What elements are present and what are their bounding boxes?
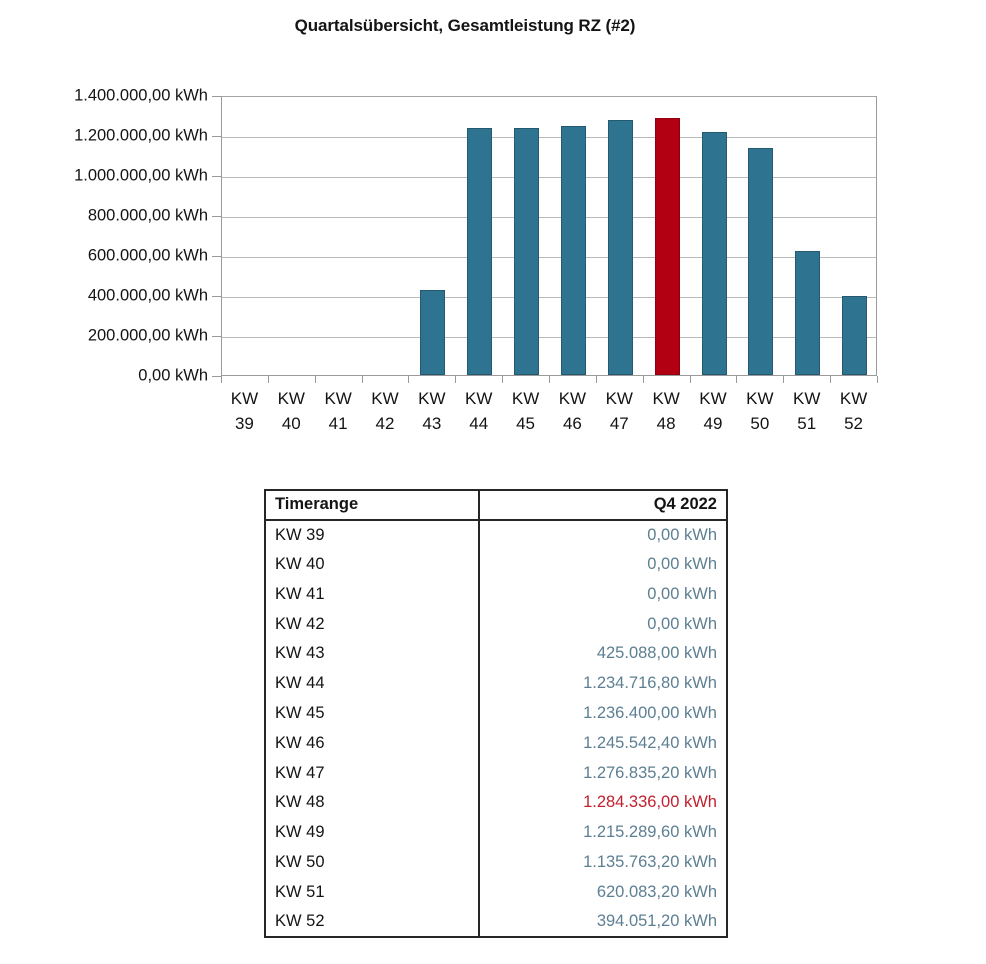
table-header-row — [265, 490, 727, 520]
x-axis-tick-label — [549, 386, 596, 436]
cell-timerange: KW 42 — [265, 609, 479, 639]
x-axis-tick-label — [455, 386, 502, 436]
y-axis-tick-mark — [212, 96, 221, 97]
x-axis-tick-label — [408, 386, 455, 436]
y-axis-tick-mark — [212, 376, 221, 377]
x-axis-tick-label-line: 41 — [328, 414, 348, 433]
plot-area — [221, 96, 877, 376]
x-axis-tick-mark — [877, 376, 878, 383]
x-axis-tick-mark — [596, 376, 597, 383]
x-axis-tick-label-line: 39 — [234, 414, 254, 433]
bar-kw-50[interactable] — [748, 148, 773, 375]
cell-value: 1.284.336,00 kWh — [583, 793, 717, 812]
cell-value: 1.236.400,00 kWh — [583, 703, 717, 722]
x-axis-tick-mark — [408, 376, 409, 383]
y-axis-tick-label: 0,00 kWh — [138, 366, 208, 385]
x-axis-tick-label-line: KW — [558, 389, 587, 408]
cell-value: 620.083,20 kWh — [596, 882, 717, 901]
x-axis-tick-label-line: KW — [652, 389, 680, 408]
x-axis-tick-label — [268, 386, 315, 436]
x-axis-tick-label-line: 45 — [516, 414, 536, 433]
table-row — [265, 877, 727, 907]
page-title: Quartalsübersicht, Gesamtleistung RZ (#2) — [294, 16, 636, 35]
cell-value: 394.051,20 kWh — [596, 912, 717, 931]
table-row — [265, 639, 727, 669]
x-axis-tick-label-line: KW — [793, 389, 821, 408]
table-body — [265, 520, 727, 937]
x-axis-tick-mark — [502, 376, 503, 383]
y-axis-tick-mark — [212, 336, 221, 337]
x-axis-tick-mark — [643, 376, 644, 383]
x-axis-tick-label-line: KW — [418, 389, 446, 408]
x-axis-tick-mark — [221, 376, 222, 383]
x-axis-tick-mark — [362, 376, 363, 383]
table-row — [265, 550, 727, 580]
table-row — [265, 907, 727, 937]
x-axis-tick-label — [315, 386, 362, 436]
x-axis-tick-mark — [455, 376, 456, 383]
cell-value: 1.135.763,20 kWh — [583, 852, 717, 871]
table-row — [265, 669, 727, 699]
x-axis-tick-label-line: 50 — [750, 414, 770, 433]
cell-timerange: KW 51 — [265, 877, 479, 907]
bar-chart — [0, 88, 986, 448]
x-axis-tick-mark — [549, 376, 550, 383]
x-axis-tick-label — [690, 386, 737, 436]
table-row — [265, 579, 727, 609]
cell-timerange: KW 39 — [265, 520, 479, 550]
cell-timerange: KW 45 — [265, 699, 479, 729]
y-axis-tick-mark — [212, 136, 221, 137]
cell-timerange: KW 41 — [265, 579, 479, 609]
cell-timerange: KW 43 — [265, 639, 479, 669]
cell-timerange: KW 47 — [265, 758, 479, 788]
table-row — [265, 520, 727, 550]
x-axis-tick-label — [783, 386, 830, 436]
x-axis-tick-mark — [736, 376, 737, 383]
x-axis-tick-label-line: 46 — [562, 414, 582, 433]
x-axis-tick-label-line: 49 — [703, 414, 723, 433]
x-axis-tick-label-line: KW — [324, 389, 352, 408]
x-axis-tick-label-line: 40 — [281, 414, 301, 433]
x-axis-tick-mark — [268, 376, 269, 383]
cell-timerange: KW 44 — [265, 669, 479, 699]
y-axis-tick-mark — [212, 176, 221, 177]
x-axis-tick-label-line: KW — [465, 389, 493, 408]
data-table — [264, 489, 728, 938]
cell-value: 1.215.289,60 kWh — [583, 823, 717, 842]
x-axis-tick-label-line: 52 — [844, 414, 864, 433]
x-axis-tick-label-line: KW — [605, 389, 633, 408]
table-header — [265, 490, 727, 520]
cell-timerange: KW 49 — [265, 818, 479, 848]
cell-value: 1.234.716,80 kWh — [583, 674, 717, 693]
table-row — [265, 699, 727, 729]
y-axis — [0, 86, 208, 385]
x-axis-tick-label — [362, 386, 409, 436]
bar-kw-51[interactable] — [795, 251, 820, 375]
x-axis-tick-label — [736, 386, 783, 436]
x-axis-tick-label-line: KW — [746, 389, 774, 408]
data-table-container — [264, 489, 726, 938]
table-row — [265, 788, 727, 818]
cell-value: 425.088,00 kWh — [596, 644, 717, 663]
cell-value: 0,00 kWh — [647, 525, 717, 544]
bar-kw-49[interactable] — [702, 132, 727, 375]
bar-kw-43[interactable] — [420, 290, 445, 375]
y-axis-tick-label: 400.000,00 kWh — [87, 286, 208, 305]
bar-kw-52[interactable] — [842, 296, 867, 375]
x-axis-tick-label-line: 42 — [375, 414, 395, 433]
y-axis-tick-label: 1.400.000,00 kWh — [74, 86, 208, 105]
bar-kw-45[interactable] — [514, 128, 539, 375]
y-axis-tick-mark — [212, 296, 221, 297]
x-axis-tick-label-line: 51 — [797, 414, 817, 433]
cell-value: 1.276.835,20 kWh — [583, 763, 717, 782]
bar-kw-48[interactable] — [655, 118, 680, 375]
table-row — [265, 728, 727, 758]
x-axis-tick-label-line: 43 — [422, 414, 442, 433]
column-header-timerange: Timerange — [265, 490, 479, 520]
x-axis-tick-label-line: KW — [699, 389, 727, 408]
cell-timerange: KW 40 — [265, 550, 479, 580]
y-axis-tick-mark — [212, 216, 221, 217]
bar-kw-44[interactable] — [467, 128, 492, 375]
x-axis-tick-label-line: KW — [511, 389, 540, 408]
x-axis-tick-label — [596, 386, 643, 436]
column-header-quarter: Q4 2022 — [479, 490, 727, 520]
x-axis-tick-label — [502, 386, 549, 436]
table-row — [265, 758, 727, 788]
x-axis-tick-mark — [830, 376, 831, 383]
table-row — [265, 609, 727, 639]
bars-layer — [222, 97, 876, 375]
x-axis — [221, 386, 877, 446]
y-axis-tick-label: 1.000.000,00 kWh — [74, 166, 208, 185]
y-axis-tick-label: 800.000,00 kWh — [87, 206, 208, 225]
cell-timerange: KW 46 — [265, 728, 479, 758]
cell-value: 1.245.542,40 kWh — [583, 733, 717, 752]
y-axis-tick-label: 600.000,00 kWh — [87, 246, 208, 265]
x-axis-tick-label-line: 48 — [656, 414, 676, 433]
x-axis-tick-label-line: 44 — [469, 414, 489, 433]
table-row — [265, 818, 727, 848]
x-axis-tick-label — [643, 386, 690, 436]
x-axis-tick-label-line: KW — [277, 389, 305, 408]
y-axis-tick-label: 1.200.000,00 kWh — [74, 126, 208, 145]
x-axis-tick-mark — [783, 376, 784, 383]
cell-value: 0,00 kWh — [647, 584, 717, 603]
x-axis-tick-label — [830, 386, 877, 436]
cell-timerange: KW 48 — [265, 788, 479, 818]
x-axis-tick-mark — [690, 376, 691, 383]
cell-timerange: KW 52 — [265, 907, 479, 937]
x-axis-tick-label — [221, 386, 268, 436]
bar-kw-47[interactable] — [608, 120, 633, 375]
x-axis-tick-label-line: KW — [839, 389, 868, 408]
bar-kw-46[interactable] — [561, 126, 586, 375]
cell-timerange: KW 50 — [265, 848, 479, 878]
table-row — [265, 848, 727, 878]
x-axis-tick-label-line: KW — [371, 389, 399, 408]
cell-value: 0,00 kWh — [647, 614, 717, 633]
x-axis-tick-label-line: KW — [230, 389, 259, 408]
y-axis-tick-mark — [212, 256, 221, 257]
x-axis-tick-label-line: 47 — [609, 414, 629, 433]
x-axis-tick-mark — [315, 376, 316, 383]
cell-value: 0,00 kWh — [647, 554, 717, 573]
y-axis-tick-label: 200.000,00 kWh — [87, 326, 208, 345]
